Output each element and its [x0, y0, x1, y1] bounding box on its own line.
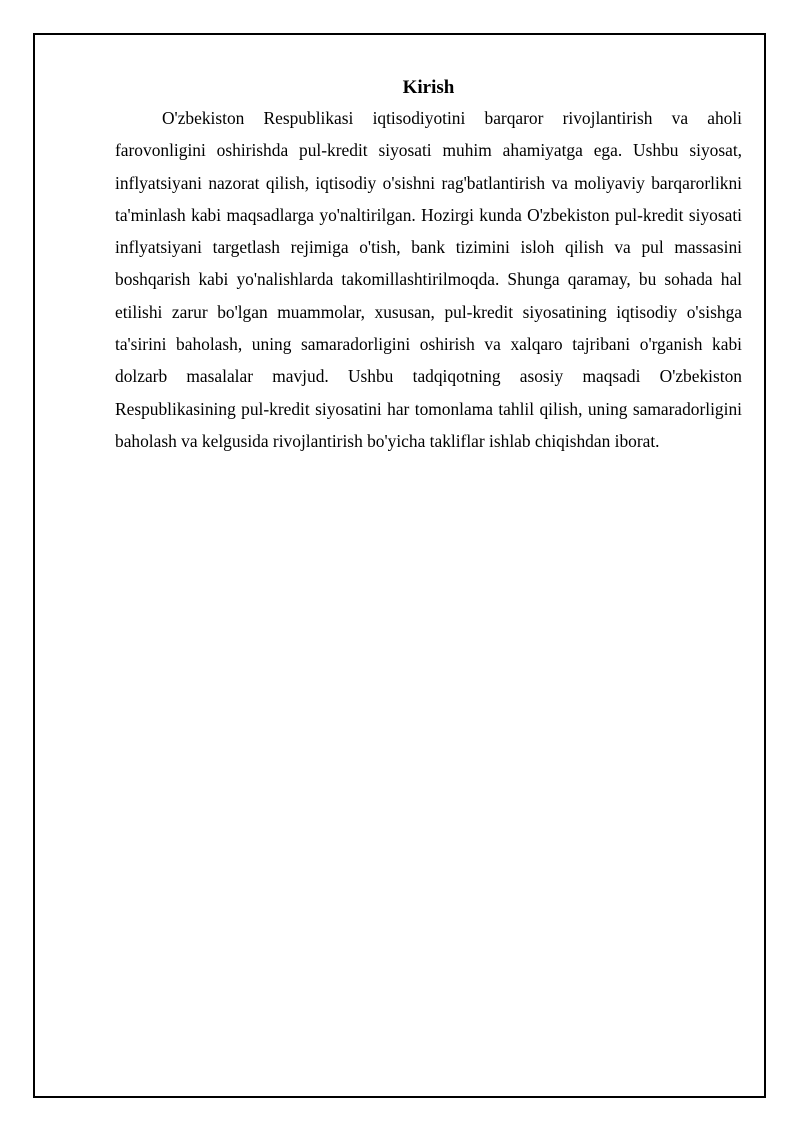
document-body: [115, 74, 742, 457]
document-title: Kirish: [402, 77, 455, 98]
document-paragraph: O'zbekiston Respublikasi iqtisodiyotini barqaror rivojlantirish va aholi farovonligini oshirishda pul-kredit siyosati muhim ahamiyatga ega. Ushbu siyosat, inflyatsiyani nazorat qilish, iqtisodiy o'sishni rag'batlantirish va moliyaviy barqarorlikni ta'minlash kabi maqsadlarga yo'naltirilgan. Hozirgi kunda O'zbekiston pul-kredit siyosati inflyatsiyani targetlash rejimiga o'tish, bank tizimini isloh qilish va pul massasini boshqarish kabi yo'nalishlarda takomillashtirilmoqda. Shunga qaramay, bu sohada hal etilishi zarur bo'lgan muammolar, xususan, pul-kredit siyosatining iqtisodiy o'sishga ta'sirini baholash, uning samaradorligini oshirish va xalqaro tajribani o'rganish kabi dolzarb masalalar mavjud. Ushbu tadqiqotning asosiy maqsadi O'zbekiston Respublikasining pul-kredit siyosatini har tomonlama tahlil qilish, uning samaradorligini baholash va kelgusida rivojlantirish bo'yicha takliflar ishlab chiqishdan iborat.: [115, 108, 742, 451]
